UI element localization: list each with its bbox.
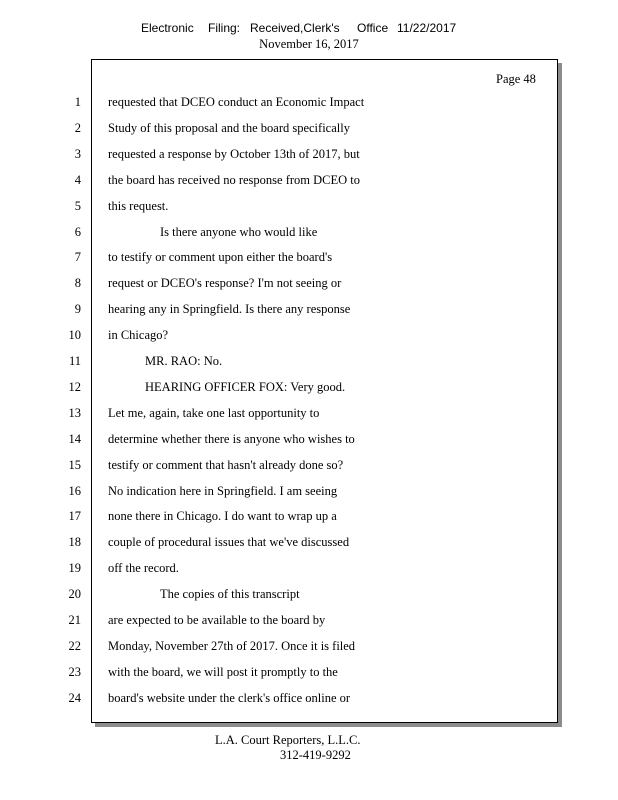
line-text: Study of this proposal and the board specifically — [108, 121, 350, 135]
line-text: testify or comment that hasn't already done so? — [108, 458, 344, 472]
stamp-received: Received,Clerk's — [250, 21, 340, 35]
line-text: couple of procedural issues that we've discussed — [108, 535, 350, 549]
stamp-office: Office — [357, 21, 389, 35]
line-text: request or DCEO's response? I'm not seeing or — [108, 276, 342, 290]
line-text: Let me, again, take one last opportunity to — [108, 406, 320, 420]
line-number: 12 — [68, 380, 81, 394]
header-date: November 16, 2017 — [259, 37, 359, 51]
line-text: Is there anyone who would like — [160, 225, 318, 239]
line-text: No indication here in Springfield. I am seeing — [108, 484, 338, 498]
line-text: off the record. — [108, 561, 179, 575]
stamp-date: 11/22/2017 — [397, 21, 457, 35]
line-text: with the board, we will post it promptly to the — [108, 665, 338, 679]
line-number: 13 — [68, 406, 81, 420]
line-number: 3 — [74, 147, 81, 161]
line-text: this request. — [108, 199, 169, 213]
line-text: board's website under the clerk's office online or — [108, 691, 351, 705]
line-text: the board has received no response from DCEO to — [108, 173, 361, 187]
line-text: determine whether there is anyone who wishes to — [108, 432, 355, 446]
header-date-row — [0, 37, 618, 52]
line-text: in Chicago? — [108, 328, 169, 342]
stamp-electronic: Electronic — [141, 21, 194, 35]
line-text: requested that DCEO conduct an Economic Impact — [108, 95, 365, 109]
line-text: MR. RAO: No. — [145, 354, 223, 368]
line-number: 16 — [68, 484, 81, 498]
line-text: to testify or comment upon either the board's — [108, 250, 333, 264]
line-text: are expected to be available to the board by — [108, 613, 326, 627]
line-text: none there in Chicago. I do want to wrap up a — [108, 509, 337, 523]
line-number: 9 — [74, 302, 81, 316]
line-text: hearing any in Springfield. Is there any response — [108, 302, 351, 316]
line-number: 11 — [68, 354, 81, 368]
line-text: requested a response by October 13th of 2017, but — [108, 147, 360, 161]
line-number: 14 — [68, 432, 81, 446]
page-number: Page 48 — [496, 72, 536, 86]
filing-stamp — [0, 21, 618, 37]
line-number: 21 — [68, 613, 81, 627]
line-text: The copies of this transcript — [160, 587, 300, 601]
line-number: 15 — [68, 458, 81, 472]
line-number: 22 — [68, 639, 81, 653]
line-number: 20 — [68, 587, 81, 601]
line-number: 23 — [68, 665, 81, 679]
line-number: 18 — [68, 535, 81, 549]
line-number: 10 — [68, 328, 81, 342]
line-number: 7 — [74, 250, 81, 264]
line-number: 2 — [74, 121, 81, 135]
footer-company: L.A. Court Reporters, L.L.C. — [215, 733, 361, 747]
line-number: 8 — [74, 276, 81, 290]
line-text: HEARING OFFICER FOX: Very good. — [145, 380, 346, 394]
line-number: 19 — [68, 561, 81, 575]
line-text: Monday, November 27th of 2017. Once it is filed — [108, 639, 356, 653]
line-number: 1 — [74, 95, 81, 109]
line-number: 24 — [68, 691, 81, 705]
line-number: 17 — [68, 509, 81, 523]
stamp-filing: Filing: — [208, 21, 241, 35]
line-number: 4 — [74, 173, 81, 187]
line-number: 5 — [74, 199, 81, 213]
line-number: 6 — [74, 225, 81, 239]
footer-phone: 312-419-9292 — [280, 748, 351, 762]
